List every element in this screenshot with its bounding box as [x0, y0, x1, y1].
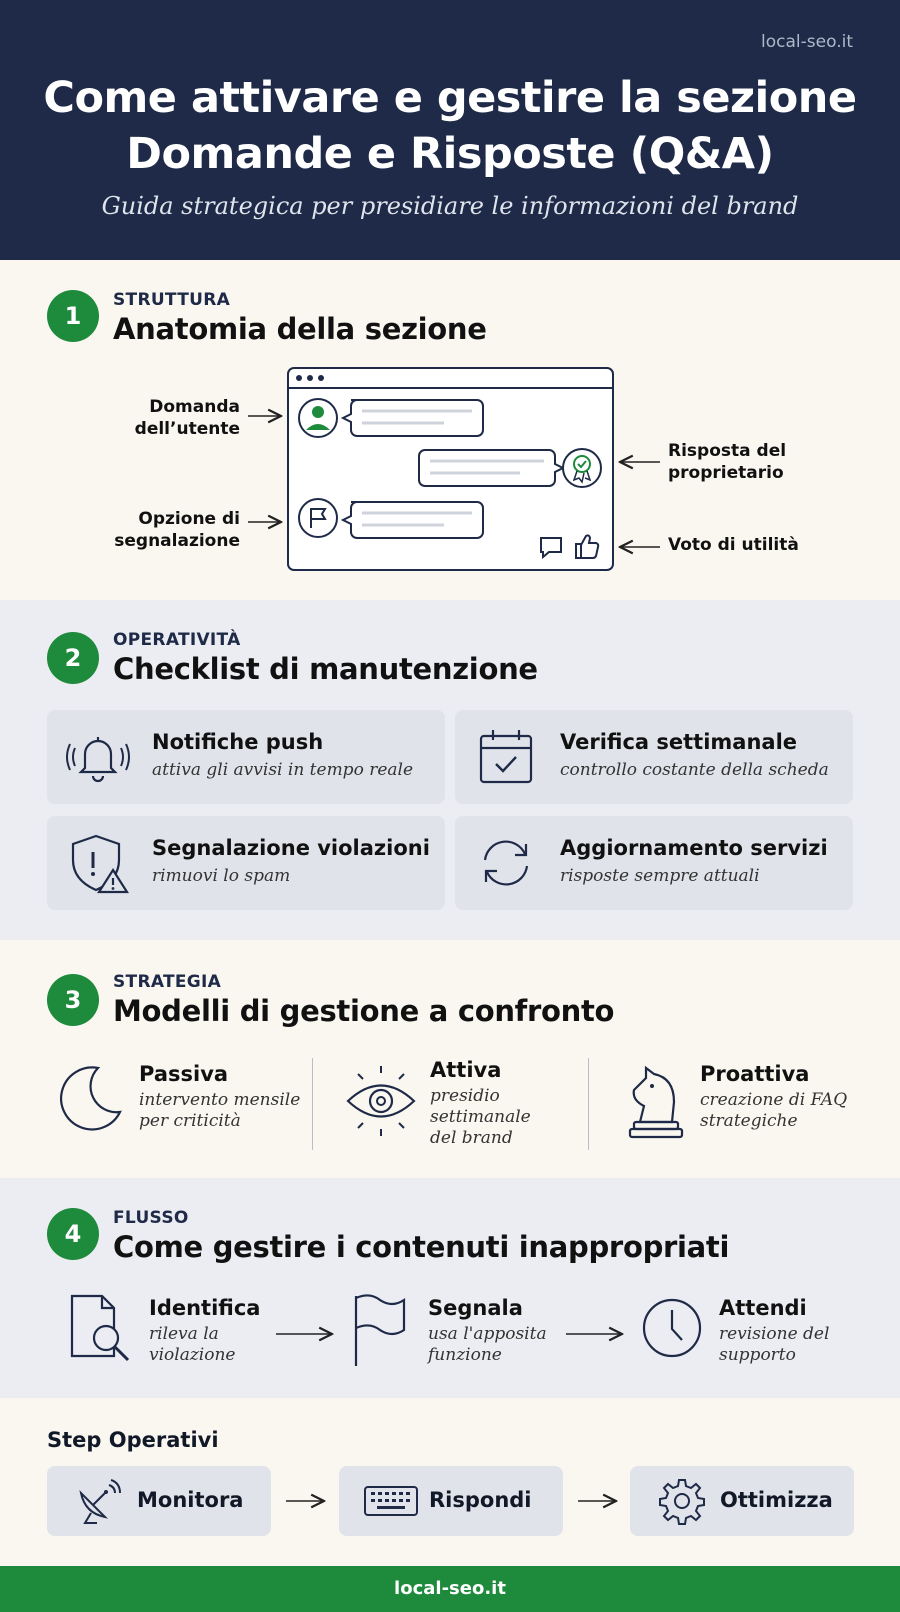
- qa-mockup-diagram: [0, 260, 900, 600]
- eye-icon: [344, 1064, 418, 1138]
- header: [0, 0, 900, 260]
- flow-description: usa l'apposita funzione: [428, 1324, 547, 1365]
- section-number: 1: [47, 290, 99, 342]
- model-description: intervento mensile per criticità: [139, 1090, 301, 1131]
- section-inappropriate-flow: [0, 1178, 900, 1398]
- model-title: Attiva: [430, 1058, 502, 1082]
- model-description: presidio settimanale del brand: [430, 1086, 531, 1148]
- flow-title: Segnala: [428, 1296, 523, 1320]
- card-subtitle: attiva gli avvisi in tempo reale: [152, 760, 414, 780]
- page-title: [0, 70, 900, 182]
- section-number: 2: [47, 632, 99, 684]
- section-title: Modelli di gestione a confronto: [113, 994, 615, 1028]
- section-operative-steps: [0, 1398, 900, 1566]
- card-title: Notifiche push: [152, 730, 324, 754]
- divider: [588, 1058, 589, 1150]
- page-title-line2: Domande e Risposte (Q&A): [126, 129, 774, 179]
- card-subtitle: rimuovi lo spam: [152, 866, 291, 886]
- checklist-card-push: [47, 710, 445, 804]
- model-title: Passiva: [139, 1062, 229, 1086]
- page-subtitle: Guida strategica per presidiare le informazioni del brand: [101, 192, 799, 220]
- label-question: Domanda dell’utente: [134, 397, 240, 439]
- verified-badge-icon: [563, 449, 601, 487]
- step-arrows: [0, 1398, 900, 1566]
- user-avatar-icon: [299, 399, 337, 437]
- model-title: Proattiva: [700, 1062, 810, 1086]
- model-description: creazione di FAQ strategiche: [700, 1090, 848, 1131]
- flow-arrows: [0, 1178, 900, 1398]
- flow-title: Attendi: [719, 1296, 807, 1320]
- section-title: Come gestire i contenuti inappropriati: [113, 1230, 730, 1264]
- footer-site[interactable]: local-seo.it: [394, 1578, 506, 1599]
- card-subtitle: risposte sempre attuali: [560, 866, 760, 886]
- section-kicker: STRUTTURA: [113, 290, 231, 310]
- report-flag-icon: [299, 499, 337, 537]
- refresh-icon: [473, 830, 539, 896]
- shield-warning-icon: [65, 830, 131, 896]
- divider: [312, 1058, 313, 1150]
- step-label: Ottimizza: [720, 1488, 833, 1512]
- step-label: Monitora: [137, 1488, 244, 1512]
- steps-title: Step Operativi: [47, 1428, 219, 1452]
- bell-icon: [65, 724, 131, 790]
- footer: [0, 1566, 900, 1612]
- section-number: 4: [47, 1208, 99, 1260]
- card-title: Aggiornamento servizi: [560, 836, 828, 860]
- checklist-card-weekly: [455, 710, 853, 804]
- label-report-option: Opzione di segnalazione: [114, 509, 240, 551]
- section-kicker: FLUSSO: [113, 1208, 189, 1228]
- section-title: Anatomia della sezione: [113, 312, 487, 346]
- chess-knight-icon: [624, 1062, 686, 1140]
- header-site[interactable]: local-seo.it: [761, 32, 853, 52]
- card-title: Verifica settimanale: [560, 730, 798, 754]
- flow-title: Identifica: [149, 1296, 261, 1320]
- moon-icon: [56, 1064, 126, 1134]
- section-kicker: STRATEGIA: [113, 972, 222, 992]
- section-title: Checklist di manutenzione: [113, 652, 538, 686]
- page-title-line1: Come attivare e gestire la sezione: [43, 73, 857, 123]
- section-models: [0, 940, 900, 1178]
- step-label: Rispondi: [429, 1488, 532, 1512]
- section-anatomy: [0, 260, 900, 600]
- checklist-card-violations: [47, 816, 445, 910]
- label-owner-answer: Risposta del proprietario: [668, 441, 787, 483]
- flow-description: rileva la violazione: [149, 1324, 236, 1365]
- checklist-card-services: [455, 816, 853, 910]
- label-helpful-vote: Voto di utilità: [668, 535, 799, 555]
- card-title: Segnalazione violazioni: [152, 836, 430, 860]
- section-number: 3: [47, 974, 99, 1026]
- section-checklist: [0, 600, 900, 940]
- flow-description: revisione del supporto: [719, 1324, 830, 1365]
- section-kicker: OPERATIVITÀ: [113, 630, 241, 650]
- card-subtitle: controllo costante della scheda: [560, 760, 829, 780]
- calendar-check-icon: [473, 724, 539, 790]
